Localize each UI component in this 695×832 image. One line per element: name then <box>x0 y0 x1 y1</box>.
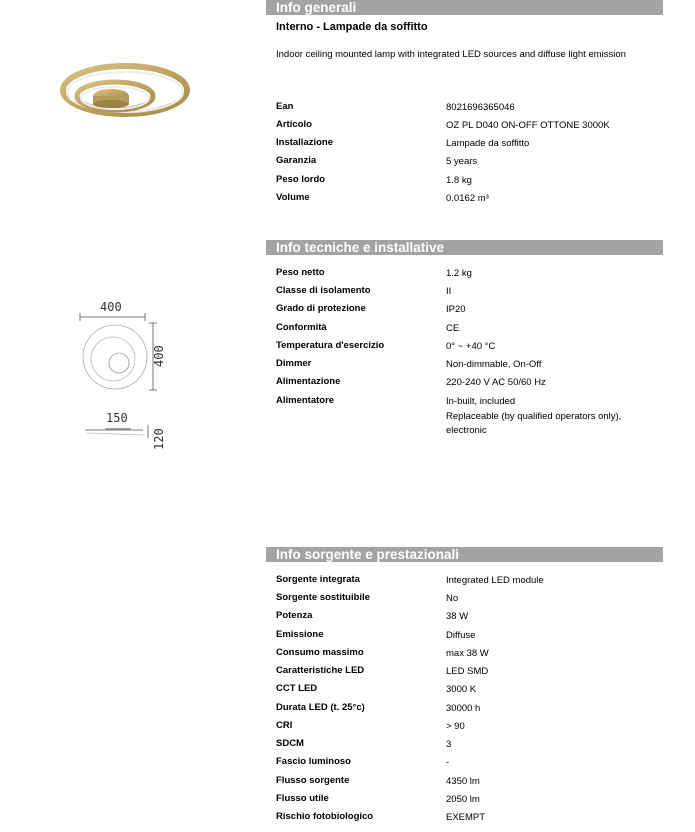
spec-value: LED SMD <box>446 666 489 677</box>
spec-key: CCT LED <box>276 683 318 694</box>
technical-drawing <box>75 295 185 455</box>
spec-key: Peso netto <box>276 267 325 278</box>
spec-value: 2050 lm <box>446 794 480 805</box>
spec-value: 220-240 V AC 50/60 Hz <box>446 377 546 388</box>
spec-key: Flusso sorgente <box>276 775 350 786</box>
product-photo <box>55 52 195 132</box>
spec-value: Lampade da soffitto <box>446 138 530 149</box>
spec-value: 38 W <box>446 611 469 622</box>
section-header-info-generali: Info generali <box>266 0 663 15</box>
spec-key: Durata LED (t. 25°c) <box>276 702 365 713</box>
spec-key: Ean <box>276 101 294 112</box>
spec-key: Rischio fotobiologico <box>276 811 374 822</box>
spec-value: max 38 W <box>446 648 489 659</box>
spec-key: Alimentatore <box>276 395 335 406</box>
spec-value: Non-dimmable, On-Off <box>446 359 542 370</box>
spec-key: Classe di isolamento <box>276 285 371 296</box>
spec-value: 0° ~ +40 °C <box>446 341 496 352</box>
section-header-info-tecniche: Info tecniche e installative <box>266 240 663 255</box>
spec-value: 30000 h <box>446 703 481 714</box>
spec-key: Articolo <box>276 119 312 130</box>
spec-key: Emissione <box>276 629 324 640</box>
spec-value: 3 <box>446 739 452 750</box>
spec-value: > 90 <box>446 721 465 732</box>
product-description: Indoor ceiling mounted lamp with integrated LED sources and diffuse light emission <box>276 49 626 60</box>
spec-value: EXEMPT <box>446 812 486 823</box>
spec-value: 3000 K <box>446 684 477 695</box>
spec-key: Garanzia <box>276 155 317 166</box>
spec-key: Flusso utile <box>276 793 329 804</box>
product-category: Interno - Lampade da soffitto <box>276 21 428 33</box>
spec-key: Alimentazione <box>276 376 341 387</box>
spec-value: 8021696365046 <box>446 102 515 113</box>
spec-value: 4350 lm <box>446 776 480 787</box>
spec-value: CE <box>446 323 460 334</box>
side-width-dimension: 150 <box>106 411 128 425</box>
width-dimension: 400 <box>100 300 122 314</box>
section-header-info-sorgente: Info sorgente e prestazionali <box>266 547 663 562</box>
spec-key: Temperatura d'esercizio <box>276 340 385 351</box>
spec-value: No <box>446 593 459 604</box>
spec-key: Sorgente sostituibile <box>276 592 370 603</box>
spec-key: Consumo massimo <box>276 647 364 658</box>
spec-value: - <box>446 757 450 768</box>
spec-key: Caratteristiche LED <box>276 665 365 676</box>
spec-value: 1.8 kg <box>446 175 472 186</box>
spec-value: 1.2 kg <box>446 268 472 279</box>
height-dimension: 400 <box>152 345 166 367</box>
spec-key: Dimmer <box>276 358 312 369</box>
spec-key: Installazione <box>276 137 334 148</box>
spec-value: In-built, included Replaceable (by qualified operators only), electronic <box>446 396 622 436</box>
spec-value: Integrated LED module <box>446 575 544 586</box>
spec-value: 0.0162 m³ <box>446 193 489 204</box>
spec-key: Volume <box>276 192 310 203</box>
spec-key: Sorgente integrata <box>276 574 360 585</box>
spec-value: 5 years <box>446 156 478 167</box>
side-height-dimension: 120 <box>152 428 166 450</box>
spec-value: II <box>446 286 452 297</box>
spec-key: Peso lordo <box>276 174 326 185</box>
spec-value: Diffuse <box>446 630 476 641</box>
spec-key: Fascio luminoso <box>276 756 351 767</box>
spec-key: CRI <box>276 720 293 731</box>
spec-value: IP20 <box>446 304 466 315</box>
spec-key: Conformità <box>276 322 327 333</box>
spec-value: OZ PL D040 ON-OFF OTTONE 3000K <box>446 120 610 131</box>
spec-key: SDCM <box>276 738 304 749</box>
spec-key: Grado di protezione <box>276 303 366 314</box>
spec-key: Potenza <box>276 610 313 621</box>
